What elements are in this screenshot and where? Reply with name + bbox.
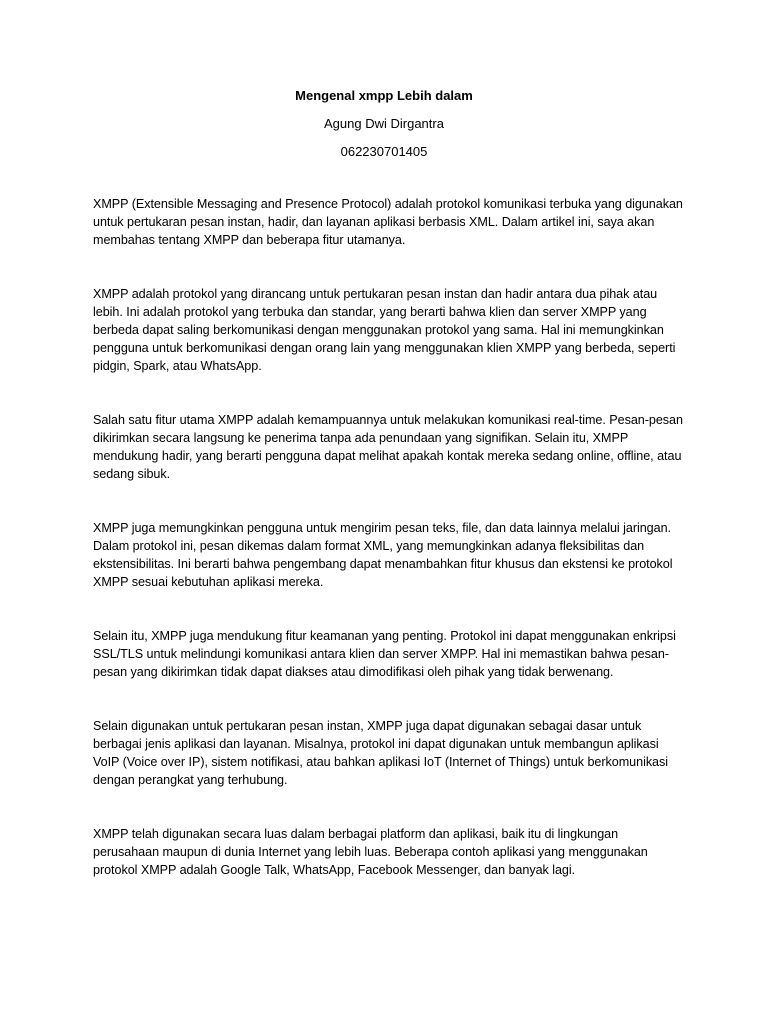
paragraph-2: XMPP adalah protokol yang dirancang untuk pertukaran pesan instan dan hadir antara dua pihak atau lebih. Ini adalah protokol yang terbuka dan standar, yang berarti bahwa klien dan server XMPP yang berbeda dapat saling berkomunikasi dengan menggunakan protokol yang sama. Hal ini memungkinkan pengguna untuk berkomunikasi dengan orang lain yang menggunakan klien XMPP yang berbeda, seperti pidgin, Spark, atau WhatsApp. [93, 287, 676, 373]
author-name: Agung Dwi Dirgantra [324, 116, 444, 131]
paragraph-5: Selain itu, XMPP juga mendukung fitur keamanan yang penting. Protokol ini dapat menggunakan enkripsi SSL/TLS untuk melindungi komunikasi antara klien dan server XMPP. Hal ini memastikan bahwa pesan-pesan yang dikirimkan tidak dapat diakses atau dimodifikasi oleh pihak yang tidak berwenang. [93, 629, 676, 679]
paragraph-6: Selain digunakan untuk pertukaran pesan instan, XMPP juga dapat digunakan sebagai dasar untuk berbagai jenis aplikasi dan layanan. Misalnya, protokol ini dapat digunakan untuk membangun aplikasi VoIP (Voice over IP), sistem notifikasi, atau bahkan aplikasi IoT (Internet of Things) untuk berkomunikasi dengan perangkat yang terhubung. [93, 719, 669, 787]
student-id: 062230701405 [340, 144, 428, 159]
paragraph-4: XMPP juga memungkinkan pengguna untuk mengirim pesan teks, file, dan data lainnya melalui jaringan. Dalam protokol ini, pesan dikemas dalam format XML, yang memungkinkan adanya fleksibilitas dan ekstensibilitas. Ini berarti bahwa pengembang dapat menambahkan fitur khusus dan ekstensi ke protokol XMPP sesuai kebutuhan aplikasi mereka. [93, 521, 673, 589]
paragraph-7: XMPP telah digunakan secara luas dalam berbagai platform dan aplikasi, baik itu di lingkungan perusahaan maupun di dunia Internet yang lebih luas. Beberapa contoh aplikasi yang menggunakan protokol XMPP adalah Google Talk, WhatsApp, Facebook Messenger, dan banyak lagi. [93, 827, 648, 877]
paragraph-1: XMPP (Extensible Messaging and Presence Protocol) adalah protokol komunikasi terbuka yang digunakan untuk pertukaran pesan instan, hadir, dan layanan aplikasi berbasis XML. Dalam artikel ini, saya akan membahas tentang XMPP dan beberapa fitur utamanya. [93, 197, 683, 247]
document-body [93, 195, 683, 915]
paragraph-3: Salah satu fitur utama XMPP adalah kemampuannya untuk melakukan komunikasi real-time. Pesan-pesan dikirimkan secara langsung ke penerima tanpa ada penundaan yang signifikan. Selain itu, XMPP mendukung hadir, yang berarti pengguna dapat melihat apakah kontak mereka sedang online, offline, atau sedang sibuk. [93, 413, 683, 481]
document-title: Mengenal xmpp Lebih dalam [295, 88, 473, 103]
document-header [0, 88, 768, 160]
